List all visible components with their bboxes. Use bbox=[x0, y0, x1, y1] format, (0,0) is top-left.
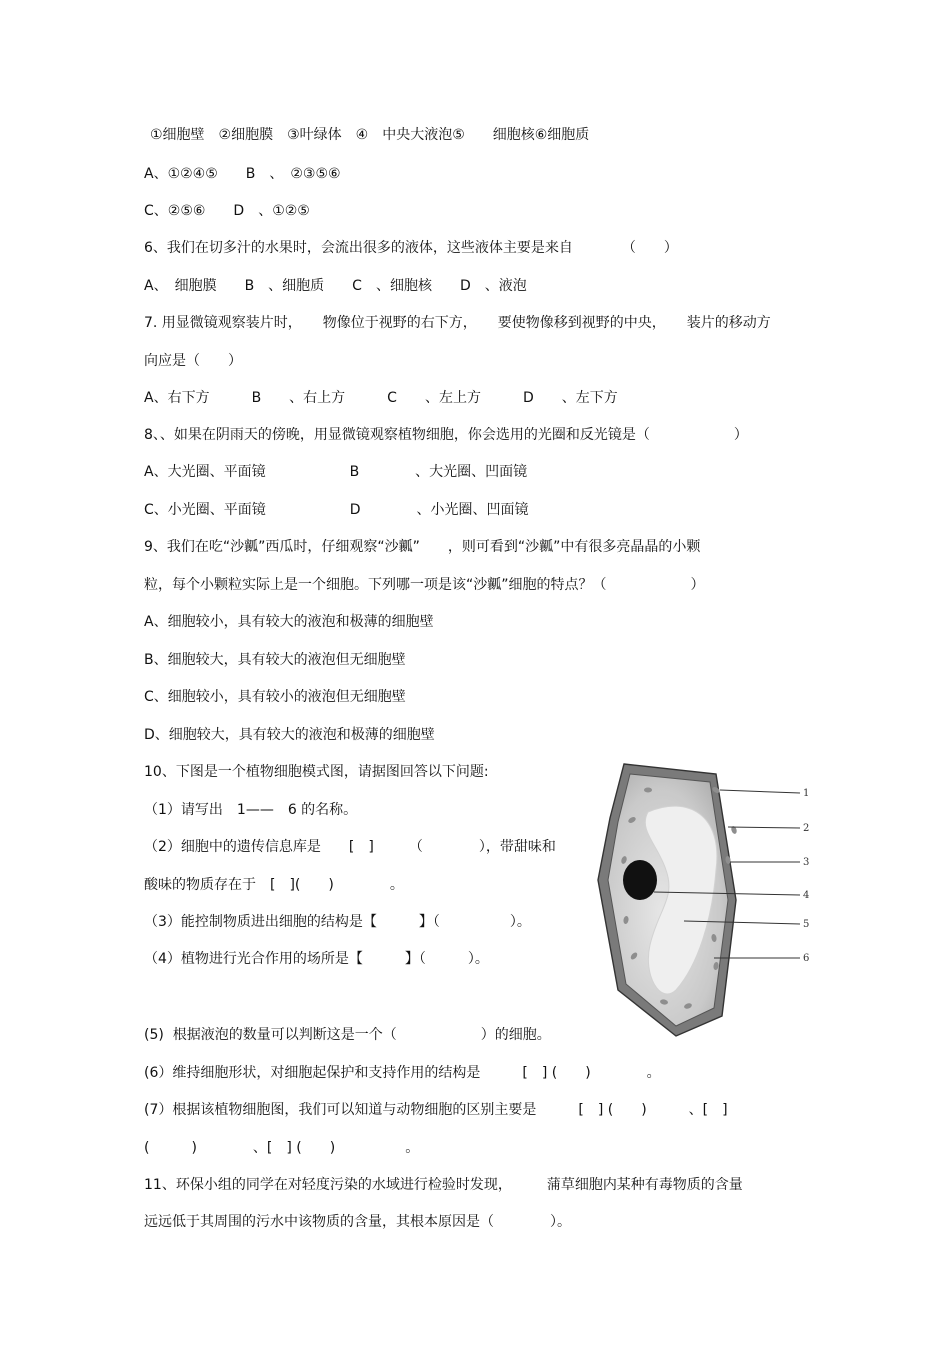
text-line: C、小光圈、平面镜 D 、小光圈、凹面镜 bbox=[144, 502, 529, 518]
plant-cell-diagram bbox=[588, 760, 818, 1038]
text-line: (5) 根据液泡的数量可以判断这是一个（ ）的细胞。 bbox=[144, 1027, 551, 1043]
text-line: （4）植物进行光合作用的场所是【 】（ ）。 bbox=[144, 951, 489, 967]
text-line: 8、、如果在阴雨天的傍晚，用显微镜观察植物细胞，你会选用的光圈和反光镜是（ ） bbox=[144, 427, 748, 443]
text-line: B、细胞较大，具有较大的液泡但无细胞壁 bbox=[144, 652, 406, 668]
figure-label-4: 4 bbox=[803, 890, 810, 901]
figure-label-5: 5 bbox=[803, 919, 810, 930]
text-line: A、①②④⑤ B 、 ②③⑤⑥ bbox=[144, 166, 341, 182]
text-line: A、右下方 B 、右上方 C 、左上方 D 、左下方 bbox=[144, 390, 618, 406]
text-line: ①细胞壁 ②细胞膜 ③叶绿体 ④ 中央大液泡⑤ 细胞核⑥细胞质 bbox=[150, 127, 590, 143]
figure-label-6: 6 bbox=[803, 953, 810, 964]
text-line: 酸味的物质存在于 [ ]( ) 。 bbox=[144, 877, 404, 893]
text-line: A、大光圈、平面镜 B 、大光圈、凹面镜 bbox=[144, 464, 528, 480]
text-line: 远远低于其周围的污水中该物质的含量，其根本原因是（ ）。 bbox=[144, 1214, 571, 1230]
text-line: 向应是（ ） bbox=[144, 353, 242, 369]
label-numbers bbox=[803, 788, 809, 964]
text-line: （3）能控制物质进出细胞的结构是【 】（ ）。 bbox=[144, 914, 531, 930]
text-line: C、②⑤⑥ D 、①②⑤ bbox=[144, 203, 310, 219]
text-line: （2）细胞中的遗传信息库是 [ ] （ ），带甜味和 bbox=[144, 839, 556, 855]
text-line: 6、我们在切多汁的水果时，会流出很多的液体，这些液体主要是来自 （ ） bbox=[144, 240, 678, 256]
text-line: (6）维持细胞形状，对细胞起保护和支持作用的结构是 [ ] ( ) 。 bbox=[144, 1065, 661, 1081]
text-line: (7）根据该植物细胞图，我们可以知道与动物细胞的区别主要是 [ ] ( ) 、[ ] bbox=[144, 1102, 728, 1118]
text-line: 粒，每个小颗粒实际上是一个细胞。下列哪一项是该“沙瓤”细胞的特点？（ ） bbox=[144, 577, 705, 593]
figure-label-1: 1 bbox=[803, 788, 810, 799]
text-line: ( ) 、[ ] ( ) 。 bbox=[144, 1140, 420, 1156]
text-line: D、细胞较大，具有较大的液泡和极薄的细胞壁 bbox=[144, 727, 435, 743]
figure-label-2: 2 bbox=[803, 823, 810, 834]
figure-label-3: 3 bbox=[803, 857, 810, 868]
text-line: 9、我们在吃“沙瓤”西瓜时，仔细观察“沙瓤” ，则可看到“沙瓤”中有很多亮晶晶的小颗 bbox=[144, 539, 701, 555]
text-line: A、细胞较小，具有较大的液泡和极薄的细胞壁 bbox=[144, 614, 434, 630]
text-line: 7. 用显微镜观察装片时， 物像位于视野的右下方， 要使物像移到视野的中央， 装片的移动方 bbox=[144, 315, 771, 331]
text-line: A、 细胞膜 B 、细胞质 C 、细胞核 D 、液泡 bbox=[144, 278, 527, 294]
text-line: （1）请写出 1—— 6 的名称。 bbox=[144, 802, 358, 818]
text-line: 10、下图是一个植物细胞模式图，请据图回答以下问题: bbox=[144, 764, 489, 780]
nucleus bbox=[623, 860, 657, 900]
text-line: 11、环保小组的同学在对轻度污染的水域进行检验时发现， 蒲草细胞内某种有毒物质的含量 bbox=[144, 1177, 743, 1193]
text-line: C、细胞较小，具有较小的液泡但无细胞壁 bbox=[144, 689, 406, 705]
